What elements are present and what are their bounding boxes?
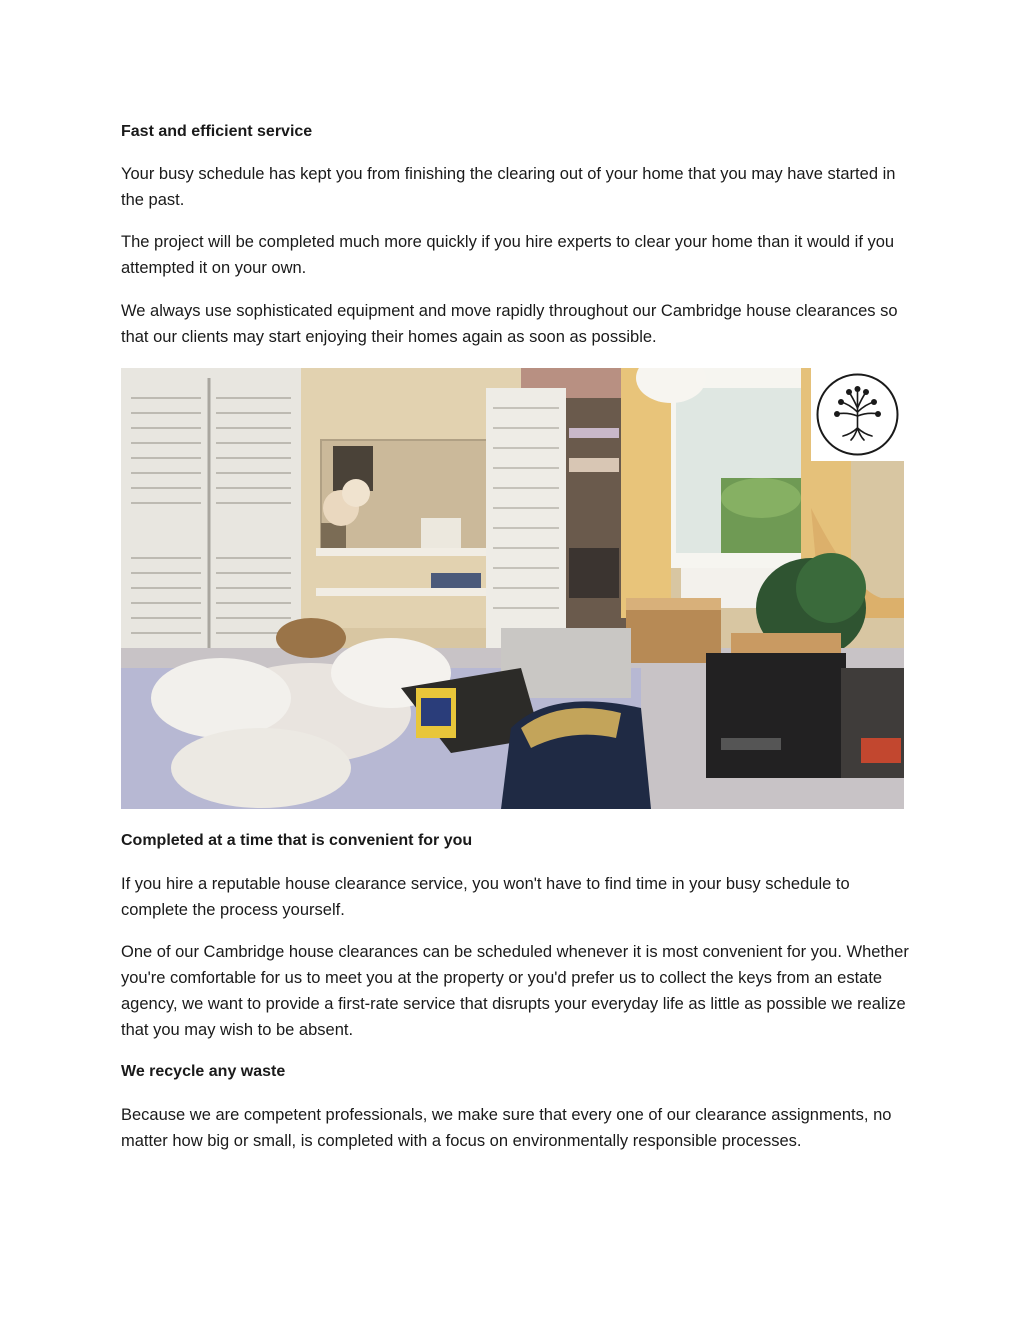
paragraph-busy-schedule: Your busy schedule has kept you from finishing the clearing out of your home that you may have started in the past.	[121, 165, 896, 209]
paragraph-project-speed: The project will be completed much more quickly if you hire experts to clear your home than it would if you attempted it on your own.	[121, 233, 895, 277]
paragraph-equipment: We always use sophisticated equipment and move rapidly throughout our Cambridge house clearances so that our clients may start enjoying their homes again as soon as possible.	[121, 302, 898, 346]
heading-recycle-waste: We recycle any waste	[121, 1063, 286, 1080]
heading-fast-service: Fast and efficient service	[121, 123, 313, 140]
clearthelot-logo	[811, 368, 904, 461]
cluttered-room-photo	[121, 368, 904, 809]
heading-convenient-time: Completed at a time that is convenient for you	[121, 832, 473, 849]
paragraph-environment: Because we are competent professionals, we make sure that every one of our clearance assignments, no matter how big or small, is completed with a focus on environmentally responsible processes.	[121, 1106, 892, 1150]
paragraph-reputable-service: If you hire a reputable house clearance service, you won't have to find time in your busy schedule to complete the process yourself.	[121, 875, 850, 919]
paragraph-scheduling: One of our Cambridge house clearances can be scheduled whenever it is most convenient for you. Whether you're comfortable for us to meet you at the property or you'd prefer us to collect the keys from an estate agency, we want to provide a first-rate service that disrupts your everyday life as little as possible we realize that you may wish to be absent.	[121, 943, 909, 1039]
